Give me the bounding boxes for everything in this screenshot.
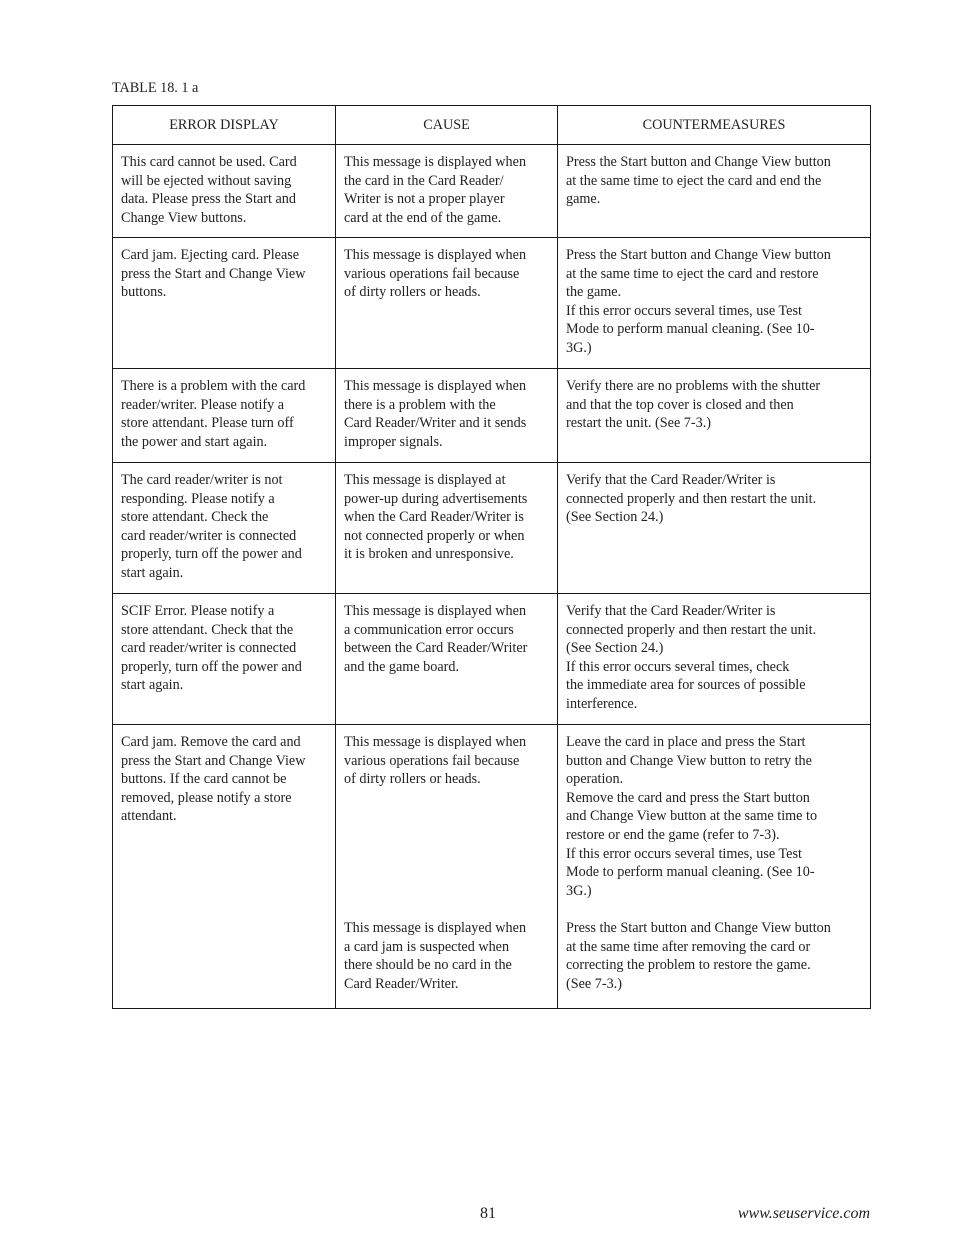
cell-line: This message is displayed when: [344, 919, 527, 936]
cell-line: start again.: [121, 564, 184, 581]
cell-cause: [336, 238, 558, 369]
cell-line: the immediate area for sources of possible: [566, 677, 806, 694]
cell-line: This message is displayed at: [344, 472, 506, 488]
cell-line: game.: [566, 191, 601, 208]
cell-line: interference.: [566, 695, 638, 712]
cell-line: buttons. If the card cannot be: [121, 771, 287, 788]
cell-line: Mode to perform manual cleaning. (See 10-: [566, 864, 815, 881]
cell-line: connected properly and then restart the unit.: [566, 490, 817, 507]
cell-line: data. Please press the Start and: [121, 191, 296, 208]
cell-line: Card jam. Ejecting card. Please: [121, 247, 300, 263]
cell-line: If this error occurs several times, check: [566, 658, 790, 675]
table-header-row: [113, 106, 871, 145]
table-row: [113, 594, 871, 725]
cell-countermeasures: [558, 238, 871, 369]
cell-line: improper signals.: [344, 433, 443, 450]
cell-line: at the same time to eject the card and restore: [566, 265, 819, 282]
cell-line: properly, turn off the power and: [121, 546, 302, 563]
table-row: [113, 145, 871, 238]
cell-line: of dirty rollers or heads.: [344, 771, 481, 788]
cell-line: SCIF Error. Please notify a: [121, 603, 275, 619]
cell-line: there should be no card in the: [344, 957, 512, 974]
cell-error-display: [113, 238, 336, 369]
spacer: [344, 807, 549, 826]
cell-line: Writer is not a proper player: [344, 191, 505, 208]
cell-line: button and Change View button to retry the: [566, 752, 812, 769]
cell-line: Remove the card and press the Start button: [566, 789, 810, 806]
cell-cause: [336, 145, 558, 238]
cell-line: properly, turn off the power and: [121, 658, 302, 675]
cell-line: press the Start and Change View: [121, 752, 306, 769]
cell-line: the power and start again.: [121, 433, 268, 450]
column-header-cause: CAUSE: [336, 106, 558, 145]
cell-line: press the Start and Change View: [121, 265, 306, 282]
cell-line: (See Section 24.): [566, 640, 664, 657]
cell-line: of dirty rollers or heads.: [344, 284, 481, 301]
cell-line: This card cannot be used. Card: [121, 154, 297, 170]
cell-line: various operations fail because: [344, 265, 520, 282]
spacer: [344, 863, 549, 882]
cell-line: 3G.): [566, 882, 592, 899]
cell-line: attendant.: [121, 808, 177, 825]
cell-line: power-up during advertisements: [344, 490, 528, 507]
cell-countermeasures: [558, 369, 871, 463]
cell-line: There is a problem with the card: [121, 378, 306, 394]
cell-line: This message is displayed when: [344, 734, 527, 750]
cell-countermeasures: [558, 594, 871, 725]
cell-line: 3G.): [566, 339, 592, 356]
cell-cause: [336, 463, 558, 594]
cell-error-display: [113, 369, 336, 463]
cell-line: This message is displayed when: [344, 603, 527, 619]
footer-url: www.seuservice.com: [737, 1205, 870, 1222]
spacer: [344, 826, 549, 845]
cell-line: a card jam is suspected when: [344, 938, 510, 955]
cell-line: and Change View button at the same time to: [566, 808, 818, 825]
cell-line: store attendant. Please turn off: [121, 415, 294, 432]
spacer: [344, 900, 549, 919]
cell-line: (See Section 24.): [566, 509, 664, 526]
table-row: [113, 725, 871, 1009]
spacer: [344, 882, 549, 901]
cell-line: card reader/writer is connected: [121, 527, 297, 544]
column-header-error-display: ERROR DISPLAY: [113, 106, 336, 145]
cell-line: Verify that the Card Reader/Writer is: [566, 472, 776, 488]
spacer: [344, 789, 549, 808]
column-header-countermeasures: COUNTERMEASURES: [558, 106, 871, 145]
table-row: [113, 463, 871, 594]
cell-line: various operations fail because: [344, 752, 520, 769]
cell-line: Press the Start button and Change View button: [566, 154, 831, 170]
cell-line: not connected properly or when: [344, 527, 525, 544]
cell-line: Card Reader/Writer and it sends: [344, 415, 527, 432]
cell-countermeasures: [558, 725, 871, 1009]
cell-line: restart the unit. (See 7-3.): [566, 415, 711, 432]
error-table: [112, 105, 871, 1009]
cell-line: a communication error occurs: [344, 621, 514, 638]
cell-error-display: [113, 594, 336, 725]
cell-line: and that the top cover is closed and then: [566, 396, 794, 413]
cell-line: store attendant. Check that the: [121, 621, 294, 638]
cell-line: (See 7-3.): [566, 975, 622, 992]
cell-line: Mode to perform manual cleaning. (See 10-: [566, 321, 815, 338]
table-row: [113, 369, 871, 463]
table-row: [113, 238, 871, 369]
cell-line: This message is displayed when: [344, 247, 527, 263]
cell-line: This message is displayed when: [344, 154, 527, 170]
cell-line: Card Reader/Writer.: [344, 975, 459, 992]
cell-line: Press the Start button and Change View button: [566, 919, 831, 936]
cell-line: This message is displayed when: [344, 378, 527, 394]
cell-countermeasures: [558, 145, 871, 238]
cell-line: the game.: [566, 284, 622, 301]
cell-line: at the same time after removing the card or: [566, 938, 811, 955]
cell-line: buttons.: [121, 284, 167, 301]
page-number: 81: [480, 1205, 496, 1222]
cell-line: store attendant. Check the: [121, 509, 269, 526]
cell-line: at the same time to eject the card and end the: [566, 172, 822, 189]
cell-line: will be ejected without saving: [121, 172, 292, 189]
cell-line: Card jam. Remove the card and: [121, 734, 301, 750]
cell-line: restore or end the game (refer to 7-3).: [566, 826, 780, 843]
cell-line: Leave the card in place and press the Start: [566, 734, 806, 750]
cell-line: and the game board.: [344, 658, 460, 675]
cell-line: Change View buttons.: [121, 209, 247, 226]
cell-line: reader/writer. Please notify a: [121, 396, 285, 413]
cell-line: If this error occurs several times, use Test: [566, 845, 802, 862]
cell-cause: [336, 369, 558, 463]
cell-line: when the Card Reader/Writer is: [344, 509, 524, 526]
cell-line: there is a problem with the: [344, 396, 496, 413]
cell-line: operation.: [566, 771, 624, 788]
cell-line: responding. Please notify a: [121, 490, 275, 507]
cell-line: between the Card Reader/Writer: [344, 640, 528, 657]
cell-countermeasures: [558, 463, 871, 594]
cell-line: Verify that the Card Reader/Writer is: [566, 603, 776, 619]
cell-error-display: [113, 463, 336, 594]
cell-line: the card in the Card Reader/: [344, 172, 504, 189]
cell-line: connected properly and then restart the unit.: [566, 621, 817, 638]
cell-cause: [336, 594, 558, 725]
cell-line: Verify there are no problems with the shutter: [566, 378, 821, 394]
cell-line: If this error occurs several times, use Test: [566, 302, 802, 319]
cell-line: start again.: [121, 677, 184, 694]
cell-error-display: [113, 145, 336, 238]
cell-line: card reader/writer is connected: [121, 640, 297, 657]
cell-line: Press the Start button and Change View button: [566, 247, 831, 263]
cell-line: correcting the problem to restore the game.: [566, 957, 811, 974]
cell-error-display: [113, 725, 336, 1009]
spacer: [344, 845, 549, 864]
cell-cause: [336, 725, 558, 1009]
cell-line: card at the end of the game.: [344, 209, 502, 226]
cell-line: it is broken and unresponsive.: [344, 546, 514, 563]
spacer: [566, 900, 862, 919]
cell-line: The card reader/writer is not: [121, 472, 283, 488]
cell-line: removed, please notify a store: [121, 789, 292, 806]
table-caption: TABLE 18. 1 a: [112, 80, 199, 96]
